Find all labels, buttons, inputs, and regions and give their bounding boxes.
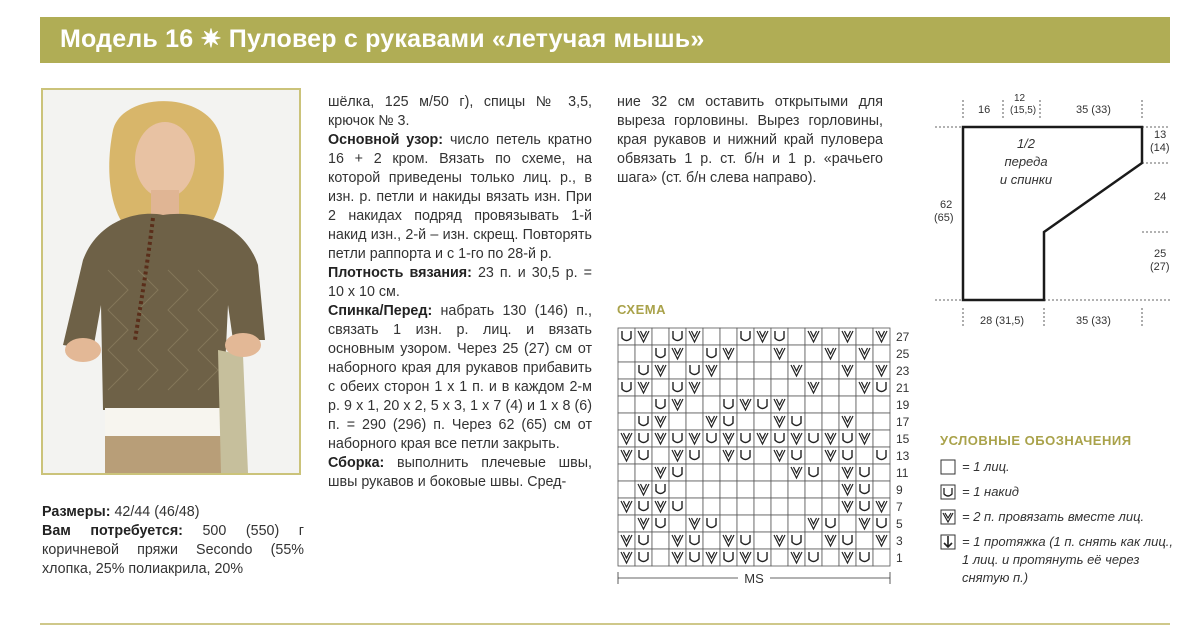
chart-cell (737, 498, 754, 515)
chart-cell (754, 379, 771, 396)
chart-cell (737, 413, 754, 430)
chart-cell (839, 396, 856, 413)
chart-cell (873, 481, 890, 498)
model-photo (41, 88, 301, 475)
yarn-over-icon (635, 549, 652, 566)
chart-cell (754, 413, 771, 430)
yarn-over-icon (618, 379, 635, 396)
yarn-over-icon (788, 413, 805, 430)
assembly-paragraph (328, 454, 592, 492)
yarn-over-icon (686, 447, 703, 464)
chart-cell (635, 464, 652, 481)
chart-cell (703, 532, 720, 549)
chart-cell (856, 532, 873, 549)
k2tog-icon (720, 447, 737, 464)
yarn-over-icon (669, 430, 686, 447)
chart-cell (771, 481, 788, 498)
chart-cell (618, 464, 635, 481)
k2tog-icon (822, 345, 839, 362)
chart-cell (652, 532, 669, 549)
legend-item-yarn-over (940, 483, 1180, 501)
dim-bottom-left: 28 (31,5) (980, 315, 1025, 327)
back-label: Спинка/Перед: (328, 303, 433, 319)
chart-cell (771, 379, 788, 396)
chart-title: СХЕМА (617, 302, 666, 317)
chart-cell (754, 447, 771, 464)
chart-cell (618, 396, 635, 413)
chart-cell (686, 413, 703, 430)
k2tog-icon (618, 447, 635, 464)
yarn-over-icon (771, 328, 788, 345)
k2tog-icon (873, 362, 890, 379)
chart-cell (856, 362, 873, 379)
dim-top-mid-a: 12 (1014, 93, 1026, 104)
yarn-over-icon (822, 515, 839, 532)
chart-cell (652, 549, 669, 566)
sizes-paragraph (42, 503, 304, 522)
k2tog-icon (788, 362, 805, 379)
density-text: 23 п. и 30,5 р. = 10 х 10 см. (328, 265, 592, 300)
k2tog-icon (652, 464, 669, 481)
yarn-over-icon (635, 413, 652, 430)
k2tog-icon (652, 430, 669, 447)
chart-cell (669, 362, 686, 379)
chart-cell (618, 362, 635, 379)
yarn-over-icon (618, 328, 635, 345)
chart-cell (771, 515, 788, 532)
chart-cell (788, 396, 805, 413)
chart-cell (754, 362, 771, 379)
chart-cell (873, 430, 890, 447)
yarn-over-icon (737, 447, 754, 464)
yarn-over-icon (788, 532, 805, 549)
chart-cell (737, 481, 754, 498)
row-number: 19 (896, 398, 910, 412)
k2tog-icon (856, 515, 873, 532)
row-number: 15 (896, 432, 910, 446)
intro-paragraph: шёлка, 125 м/50 г), спицы № 3,5, крючок № 3. (328, 94, 592, 129)
yarn-over-icon (635, 430, 652, 447)
yarn-over-icon (652, 515, 669, 532)
chart-cell (635, 345, 652, 362)
chart-cell (686, 464, 703, 481)
page-title: Модель 16 ✷ Пуловер с рукавами «летучая мышь» (60, 25, 705, 53)
chart-cell (737, 345, 754, 362)
legend-text-knit: = 1 лиц. (962, 459, 1010, 474)
k2tog-icon (703, 549, 720, 566)
k2tog-icon (856, 430, 873, 447)
k2tog-icon (873, 498, 890, 515)
k2tog-icon (720, 345, 737, 362)
back-text: набрать 130 (146) п., связать 1 изн. р. лиц. и вязать основным узором. Через 25 (27) см от наборного края для рукавов прибавить с обеих сторон 1 х 1 п. и в каждом 2-м р. 9 х 1, 20 х 2, 5 х 3, 1 х 7 (4) и 1 х 8 (6) п. = 290 (296) п. Через 62 (65) см от наборного края все петли закрыть. (328, 303, 592, 452)
k2tog-icon (652, 362, 669, 379)
chart-cell (686, 396, 703, 413)
k2tog-icon (940, 509, 956, 525)
dim-bottom-right: 35 (33) (1076, 315, 1111, 327)
k2tog-icon (669, 447, 686, 464)
chart-cell (788, 345, 805, 362)
k2tog-icon (839, 549, 856, 566)
pattern-text: число петель кратно 16 + 2 кром. Вязать по схеме, на которой приведены только лиц. р., в изн. р. петли и накиды вязать изн. При 2 накидах подряд провязывать 1-й накид изн., 2-й – изн. скрещ. Повторять петли раппорта и с 1-го по 28-й р. (328, 132, 592, 262)
chart-cell (618, 413, 635, 430)
chart-cell (788, 498, 805, 515)
k2tog-icon (771, 532, 788, 549)
yarn-over-icon (669, 328, 686, 345)
chart-cell (754, 481, 771, 498)
k2tog-icon (839, 328, 856, 345)
row-number: 27 (896, 330, 910, 344)
yarn-over-icon (686, 362, 703, 379)
k2tog-icon (737, 396, 754, 413)
k2tog-icon (737, 549, 754, 566)
chart-cell (771, 362, 788, 379)
yarn-over-icon (652, 481, 669, 498)
row-number: 25 (896, 347, 910, 361)
pattern-label: Основной узор: (328, 132, 444, 148)
chart-cell (720, 498, 737, 515)
chart-footer-label: MS (744, 571, 764, 586)
yarn-over-icon (686, 549, 703, 566)
needs-label: Вам потребуется: (42, 523, 183, 539)
yarn-over-icon (737, 532, 754, 549)
chart-cell (822, 362, 839, 379)
chart-cell (873, 345, 890, 362)
text-column-right (617, 93, 883, 188)
yarn-over-icon (652, 345, 669, 362)
chart-cell (618, 515, 635, 532)
k2tog-icon (822, 532, 839, 549)
chart-cell (771, 498, 788, 515)
k2tog-icon (873, 532, 890, 549)
chart-cell (720, 515, 737, 532)
chart-cell (873, 549, 890, 566)
dim-right-mid: 24 (1154, 191, 1167, 203)
k2tog-icon (686, 379, 703, 396)
k2tog-icon (720, 430, 737, 447)
sizes-value: 42/44 (46/48) (110, 504, 200, 520)
text-column-left (42, 503, 304, 579)
k2tog-icon (618, 498, 635, 515)
chart-cell (805, 498, 822, 515)
chart-cell (720, 328, 737, 345)
yarn-over-icon (635, 498, 652, 515)
chart-cell (703, 447, 720, 464)
dim-left-b: (65) (934, 212, 954, 224)
k2tog-icon (788, 464, 805, 481)
yarn-over-icon (839, 447, 856, 464)
yarn-over-icon (873, 447, 890, 464)
yarn-over-icon (839, 430, 856, 447)
k2tog-icon (839, 413, 856, 430)
yarn-over-icon (754, 396, 771, 413)
dim-top-left: 16 (978, 104, 991, 116)
chart-cell (822, 396, 839, 413)
yarn-over-icon (686, 532, 703, 549)
schematic-label-line-1: 1/2 (1016, 136, 1036, 151)
chart-cell (805, 396, 822, 413)
chart-cell (635, 396, 652, 413)
yarn-over-icon (754, 549, 771, 566)
row-number: 1 (896, 551, 903, 565)
k2tog-icon (771, 413, 788, 430)
k2tog-icon (771, 447, 788, 464)
row-number: 11 (896, 466, 909, 480)
chart-cell (839, 379, 856, 396)
chart-cell (788, 328, 805, 345)
chart-cell (737, 515, 754, 532)
k2tog-icon (805, 379, 822, 396)
yarn-over-icon (652, 396, 669, 413)
chart-cell (822, 379, 839, 396)
finishing-paragraph: ние 32 см оставить открытыми для выреза горловины. Вырез горловины, края рукавов и нижний край пуловера обвязать 1 р. ст. б/н и 1 р. «рачьего шага» (ст. б/н слева направо). (617, 94, 883, 186)
k2tog-icon (805, 328, 822, 345)
chart-cell (771, 549, 788, 566)
k2tog-icon (805, 515, 822, 532)
k2tog-icon (822, 430, 839, 447)
chart-cell (669, 481, 686, 498)
k2tog-icon (703, 362, 720, 379)
chart-cell (822, 328, 839, 345)
yarn-over-icon (720, 396, 737, 413)
k2tog-icon (618, 532, 635, 549)
chart-cell (686, 498, 703, 515)
k2tog-icon (652, 413, 669, 430)
yarn-over-icon (873, 379, 890, 396)
chart-cell (754, 532, 771, 549)
knitting-chart (616, 326, 926, 596)
chart-cell (754, 515, 771, 532)
chart-cell (703, 328, 720, 345)
chart-cell (652, 447, 669, 464)
chart-cell (788, 379, 805, 396)
yarn-over-icon (873, 515, 890, 532)
yarn-over-icon (635, 362, 652, 379)
k2tog-icon (669, 532, 686, 549)
chart-cell (737, 464, 754, 481)
k2tog-icon (788, 430, 805, 447)
k2tog-icon (754, 328, 771, 345)
chart-cell (856, 328, 873, 345)
row-number: 23 (896, 364, 910, 378)
k2tog-icon (703, 413, 720, 430)
pattern-paragraph (328, 131, 592, 264)
k2tog-icon (839, 464, 856, 481)
knit-icon (940, 459, 956, 475)
k2tog-icon (771, 396, 788, 413)
row-number: 17 (896, 415, 910, 429)
density-paragraph (328, 264, 592, 302)
k2tog-icon (788, 549, 805, 566)
chart-cell (822, 413, 839, 430)
yarn-over-icon (788, 447, 805, 464)
yarn-over-icon (805, 549, 822, 566)
legend (940, 432, 1180, 594)
yarn-over-icon (703, 515, 720, 532)
chart-cell (839, 345, 856, 362)
row-number: 7 (896, 500, 903, 514)
k2tog-icon (635, 481, 652, 498)
yarn-over-icon (856, 481, 873, 498)
chart-cell (805, 345, 822, 362)
dim-left-a: 62 (940, 199, 953, 211)
chart-cell (873, 464, 890, 481)
k2tog-icon (873, 328, 890, 345)
yarn-over-icon (720, 413, 737, 430)
k2tog-icon (686, 328, 703, 345)
k2tog-icon (618, 549, 635, 566)
yarn-over-icon (669, 379, 686, 396)
yarn-over-icon (940, 484, 956, 500)
k2tog-icon (669, 396, 686, 413)
needs-value: 500 (550) г коричневой пряжи Secondo (55% хлопка, 25% полиакрила, 20% (42, 523, 304, 577)
k2tog-icon (618, 430, 635, 447)
photo-illustration (43, 90, 299, 473)
chart-cell (805, 447, 822, 464)
chart-cell (873, 396, 890, 413)
yarn-over-icon (771, 430, 788, 447)
yarn-over-icon (720, 549, 737, 566)
assembly-text: выполнить плечевые швы, швы рукавов и боковые швы. Сред- (328, 455, 592, 490)
chart-cell (788, 481, 805, 498)
chart-cell (703, 379, 720, 396)
dim-right-bot-b: (27) (1150, 261, 1170, 273)
legend-item-knit (940, 458, 1180, 476)
legend-text-yarn-over: = 1 накид (962, 484, 1019, 499)
chart-cell (754, 498, 771, 515)
legend-text-skp: = 1 протяжка (1 п. снять как лиц., 1 лиц. и протянуть её через снятую п.) (962, 534, 1173, 585)
chart-cell (720, 464, 737, 481)
needs-paragraph (42, 522, 304, 579)
yarn-over-icon (737, 430, 754, 447)
chart-cell (669, 413, 686, 430)
bottom-divider (40, 623, 1170, 625)
row-number: 3 (896, 534, 903, 548)
chart-cell (822, 481, 839, 498)
row-number: 9 (896, 483, 903, 497)
skp-icon (940, 534, 956, 550)
chart-cell (822, 498, 839, 515)
chart-cell (703, 481, 720, 498)
chart-cell (703, 464, 720, 481)
text-column-middle (328, 93, 592, 492)
k2tog-icon (839, 362, 856, 379)
yarn-over-icon (635, 447, 652, 464)
schematic-label-line-2: переда (1004, 154, 1048, 169)
legend-item-k2tog (940, 508, 1180, 526)
chart-cell (652, 379, 669, 396)
chart-cell (839, 515, 856, 532)
chart-cell (669, 515, 686, 532)
chart-cell (754, 345, 771, 362)
chart-cell (856, 396, 873, 413)
chart-cell (720, 481, 737, 498)
chart-cell (822, 464, 839, 481)
k2tog-icon (635, 379, 652, 396)
chart-cell (703, 498, 720, 515)
row-number: 13 (896, 449, 910, 463)
chart-cell (822, 549, 839, 566)
chart-cell (771, 464, 788, 481)
k2tog-icon (669, 549, 686, 566)
chart-cell (618, 481, 635, 498)
k2tog-icon (635, 515, 652, 532)
legend-text-k2tog: = 2 п. провязать вместе лиц. (962, 509, 1145, 524)
dim-right-top-b: (14) (1150, 142, 1170, 154)
legend-item-skp (940, 533, 1180, 587)
yarn-over-icon (669, 464, 686, 481)
dim-top-right: 35 (33) (1076, 104, 1111, 116)
garment-schematic (930, 90, 1180, 330)
chart-cell (856, 447, 873, 464)
chart-cell (856, 413, 873, 430)
k2tog-icon (839, 498, 856, 515)
chart-cell (720, 379, 737, 396)
chart-cell (805, 532, 822, 549)
chart-cell (737, 362, 754, 379)
row-number: 21 (896, 381, 910, 395)
chart-cell (686, 481, 703, 498)
chart-cell (873, 413, 890, 430)
k2tog-icon (669, 345, 686, 362)
row-number: 5 (896, 517, 903, 531)
k2tog-icon (771, 345, 788, 362)
legend-title: УСЛОВНЫЕ ОБОЗНАЧЕНИЯ (940, 433, 1132, 448)
chart-cell (737, 379, 754, 396)
chart-cell (703, 396, 720, 413)
chart-cell (788, 515, 805, 532)
k2tog-icon (856, 345, 873, 362)
chart-cell (686, 345, 703, 362)
dim-top-mid-b: (15,5) (1010, 105, 1037, 116)
yarn-over-icon (635, 532, 652, 549)
schematic-label-line-3: и спинки (999, 172, 1053, 187)
k2tog-icon (686, 430, 703, 447)
k2tog-icon (822, 447, 839, 464)
yarn-over-icon (805, 464, 822, 481)
chart-cell (805, 413, 822, 430)
k2tog-icon (839, 481, 856, 498)
yarn-over-icon (737, 328, 754, 345)
density-label: Плотность вязания: (328, 265, 472, 281)
chart-cell (652, 328, 669, 345)
k2tog-icon (856, 379, 873, 396)
chart-cell (754, 464, 771, 481)
k2tog-icon (652, 498, 669, 515)
yarn-over-icon (703, 345, 720, 362)
dim-right-top-a: 13 (1154, 129, 1167, 141)
chart-cell (618, 345, 635, 362)
yarn-over-icon (703, 430, 720, 447)
chart-cell (805, 362, 822, 379)
sizes-label: Размеры: (42, 504, 111, 520)
yarn-over-icon (856, 464, 873, 481)
assembly-label: Сборка: (328, 455, 385, 471)
chart-cell (720, 362, 737, 379)
yarn-over-icon (856, 549, 873, 566)
back-paragraph (328, 302, 592, 454)
yarn-over-icon (805, 430, 822, 447)
yarn-over-icon (839, 532, 856, 549)
k2tog-icon (635, 328, 652, 345)
dim-right-bot-a: 25 (1154, 248, 1167, 260)
k2tog-icon (686, 515, 703, 532)
k2tog-icon (720, 532, 737, 549)
yarn-over-icon (856, 498, 873, 515)
chart-cell (805, 481, 822, 498)
k2tog-icon (754, 430, 771, 447)
yarn-over-icon (669, 498, 686, 515)
